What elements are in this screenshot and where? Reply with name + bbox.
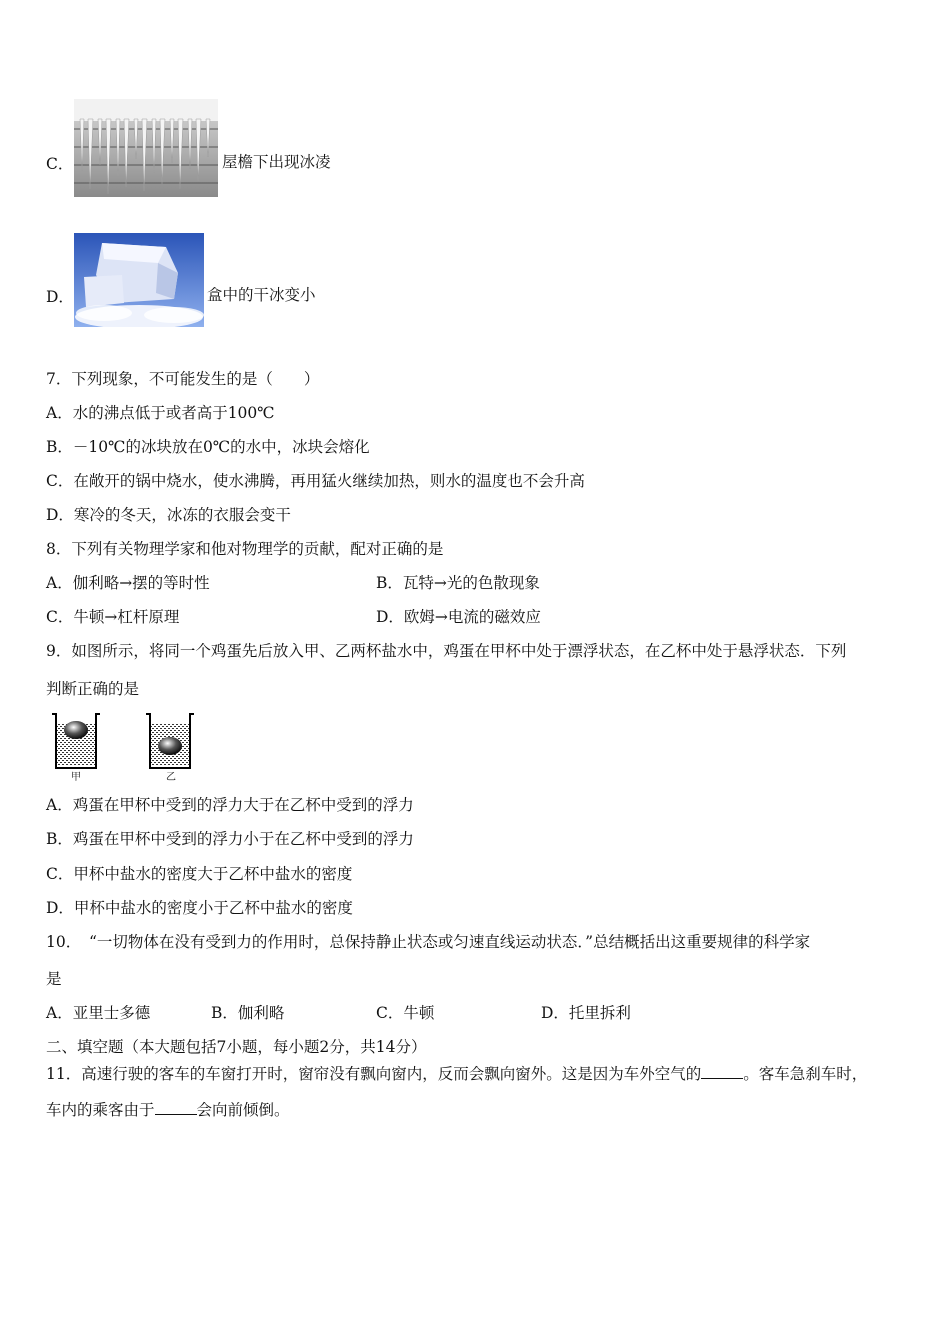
- q11-blank-1[interactable]: [701, 1064, 743, 1079]
- q11-blank-2[interactable]: [155, 1100, 197, 1115]
- q7-option-a: A．水的沸点低于或者高于100℃: [46, 404, 275, 422]
- q10-stem-line1: 10． “一切物体在没有受到力的作用时，总保持静止状态或匀速直线运动状态．”总结概括出这重要规律的科学家: [46, 933, 811, 951]
- q11-part1: 11．高速行驶的客车的车窗打开时，窗帘没有飘向窗内，反而会飘向窗外。这是因为车外空气的: [46, 1065, 702, 1083]
- q8-option-a: A．伽利略→摆的等时性: [46, 574, 210, 592]
- section2-title: 二、填空题（本大题包括7小题，每小题2分，共14分）: [46, 1038, 427, 1056]
- q11-part4: 会向前倾倒。: [196, 1101, 290, 1119]
- q10-stem-line2: 是: [46, 970, 62, 988]
- q8-option-c: C．牛顿→杠杆原理: [46, 608, 180, 626]
- q9-option-c: C．甲杯中盐水的密度大于乙杯中盐水的密度: [46, 865, 353, 883]
- q7-option-c: C．在敞开的锅中烧水，使水沸腾，再用猛火继续加热，则水的温度也不会升高: [46, 472, 585, 490]
- q10-option-a: A．亚里士多德: [46, 1004, 151, 1022]
- q9-option-b: B．鸡蛋在甲杯中受到的浮力小于在乙杯中受到的浮力: [46, 830, 414, 848]
- q9-stem-line2: 判断正确的是: [46, 680, 140, 698]
- beaker-jia-label: 甲: [71, 772, 81, 783]
- q6-option-d-caption: 盒中的干冰变小: [207, 286, 316, 304]
- q11-line2: [46, 1100, 290, 1120]
- q6-option-c-letter: C．: [46, 155, 74, 173]
- beaker-yi-label: 乙: [166, 772, 176, 783]
- q9-stem-line1: 9．如图所示，将同一个鸡蛋先后放入甲、乙两杯盐水中，鸡蛋在甲杯中处于漂浮状态，在乙杯中处于悬浮状态．下列: [46, 642, 847, 660]
- q7-stem: 7．下列现象，不可能发生的是（ ）: [46, 370, 320, 388]
- q6-option-c-caption: 屋檐下出现冰凌: [222, 153, 331, 171]
- q11-line1: [46, 1064, 867, 1084]
- q7-option-d: D．寒冷的冬天，冰冻的衣服会变干: [46, 506, 291, 524]
- icicle-image: [74, 99, 218, 197]
- q6-option-d-letter: D．: [46, 288, 74, 306]
- dry-ice-image: [74, 233, 204, 327]
- q11-part3: 车内的乘客由于: [46, 1101, 155, 1119]
- q9-option-d: D．甲杯中盐水的密度小于乙杯中盐水的密度: [46, 899, 353, 917]
- q10-option-c: C．牛顿: [376, 1004, 435, 1022]
- q8-option-d: D．欧姆→电流的磁效应: [376, 608, 541, 626]
- q10-option-d: D．托里拆利: [541, 1004, 631, 1022]
- beaker-jia-figure: [48, 710, 104, 774]
- q8-stem: 8．下列有关物理学家和他对物理学的贡献，配对正确的是: [46, 540, 444, 558]
- beaker-yi-figure: [142, 710, 198, 774]
- q7-option-b: B．－10℃的冰块放在0℃的水中，冰块会熔化: [46, 438, 370, 456]
- q10-option-b: B．伽利略: [211, 1004, 285, 1022]
- q9-option-a: A．鸡蛋在甲杯中受到的浮力大于在乙杯中受到的浮力: [46, 796, 414, 814]
- q8-option-b: B．瓦特→光的色散现象: [376, 574, 540, 592]
- q11-part2: 。客车急刹车时，: [743, 1065, 868, 1083]
